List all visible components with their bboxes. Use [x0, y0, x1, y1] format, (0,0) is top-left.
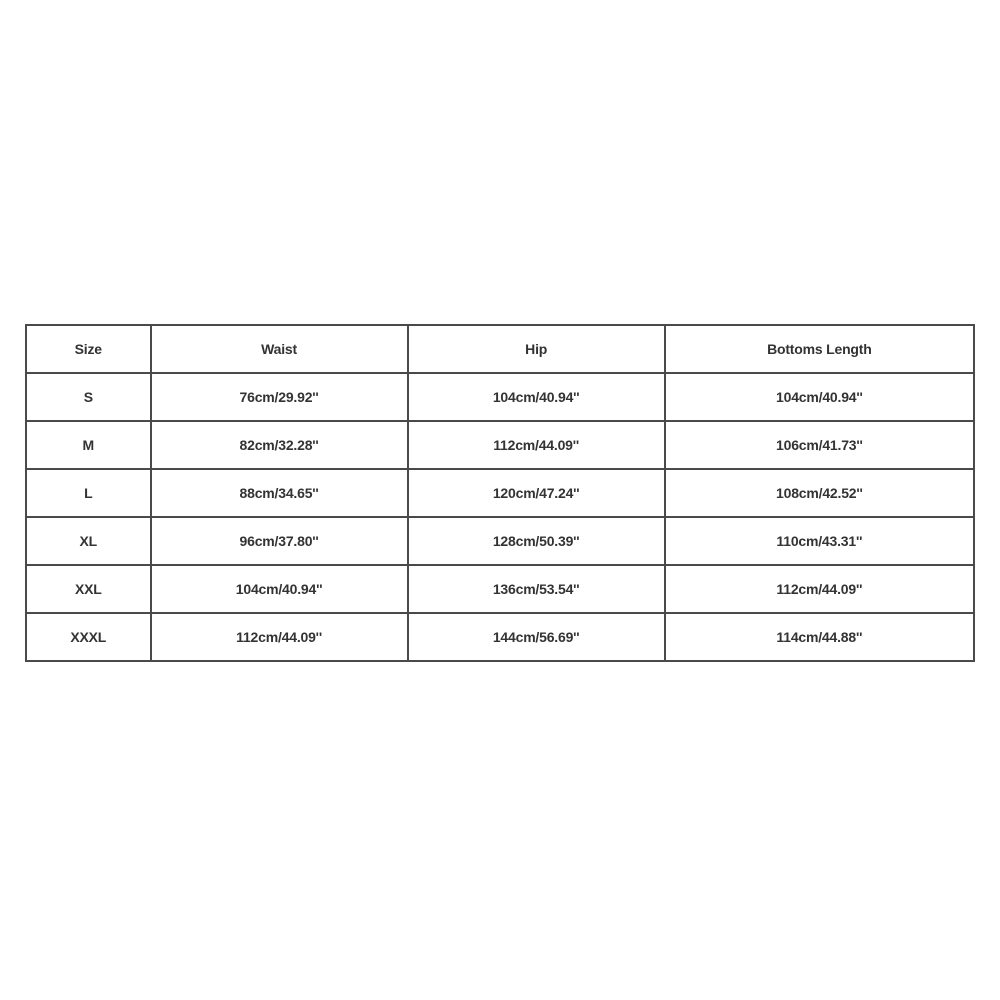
cell-size: XXXL [26, 613, 151, 661]
table-row [26, 613, 974, 661]
table-row [26, 469, 974, 517]
cell-hip: 120cm/47.24'' [408, 469, 665, 517]
header-waist: Waist [151, 325, 408, 373]
cell-bottoms-length: 104cm/40.94'' [665, 373, 974, 421]
cell-size: S [26, 373, 151, 421]
header-size: Size [26, 325, 151, 373]
cell-hip: 104cm/40.94'' [408, 373, 665, 421]
cell-waist: 96cm/37.80'' [151, 517, 408, 565]
cell-bottoms-length: 114cm/44.88'' [665, 613, 974, 661]
cell-waist: 104cm/40.94'' [151, 565, 408, 613]
cell-hip: 136cm/53.54'' [408, 565, 665, 613]
cell-bottoms-length: 106cm/41.73'' [665, 421, 974, 469]
cell-waist: 76cm/29.92'' [151, 373, 408, 421]
cell-size: XL [26, 517, 151, 565]
cell-size: XXL [26, 565, 151, 613]
table-header-row [26, 325, 974, 373]
cell-waist: 88cm/34.65'' [151, 469, 408, 517]
cell-waist: 82cm/32.28'' [151, 421, 408, 469]
cell-bottoms-length: 110cm/43.31'' [665, 517, 974, 565]
cell-hip: 112cm/44.09'' [408, 421, 665, 469]
table-row [26, 565, 974, 613]
cell-hip: 144cm/56.69'' [408, 613, 665, 661]
table-row [26, 421, 974, 469]
cell-bottoms-length: 112cm/44.09'' [665, 565, 974, 613]
cell-bottoms-length: 108cm/42.52'' [665, 469, 974, 517]
header-bottoms-length: Bottoms Length [665, 325, 974, 373]
cell-hip: 128cm/50.39'' [408, 517, 665, 565]
table-row [26, 373, 974, 421]
cell-waist: 112cm/44.09'' [151, 613, 408, 661]
size-chart-table [25, 324, 975, 662]
cell-size: M [26, 421, 151, 469]
cell-size: L [26, 469, 151, 517]
table-row [26, 517, 974, 565]
header-hip: Hip [408, 325, 665, 373]
